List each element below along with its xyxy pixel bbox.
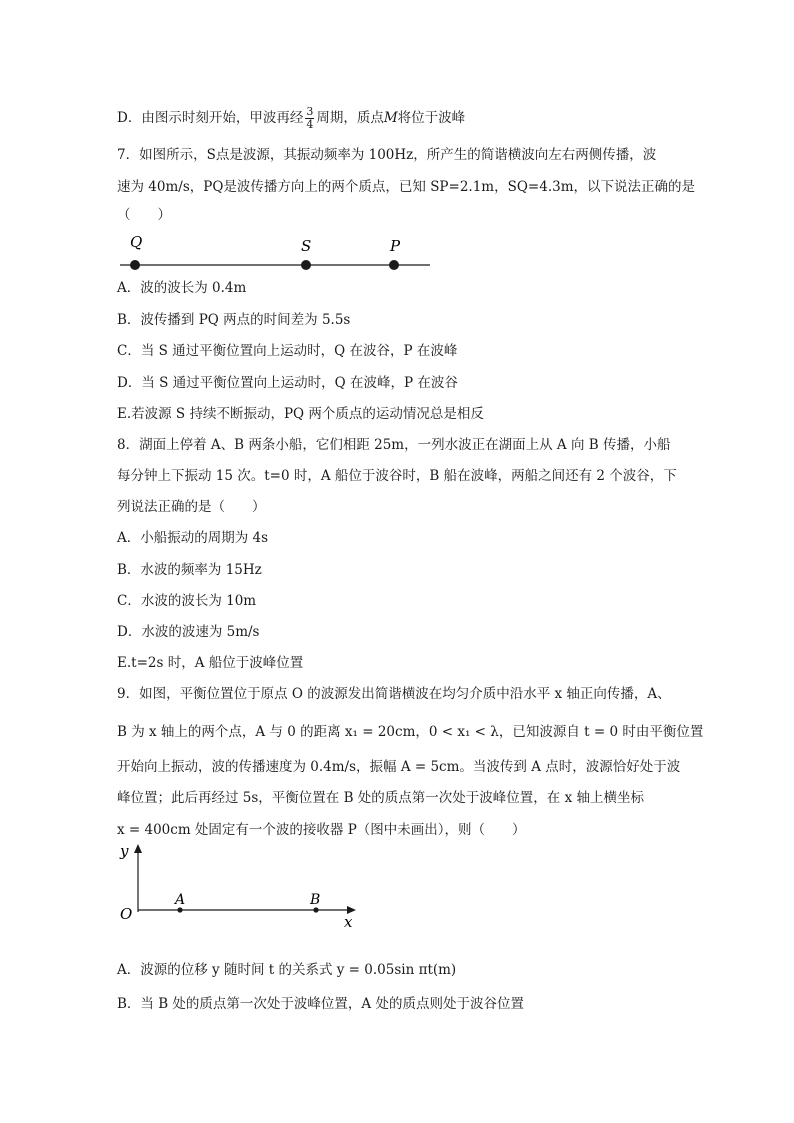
y-axis-arrow-icon xyxy=(134,844,142,853)
q8-option-e: E.t=2s 时，A 船位于波峰位置 xyxy=(117,655,304,671)
q6-d-text-post: 将位于波峰 xyxy=(397,110,466,126)
label-s: S xyxy=(301,237,312,255)
q9-stem-line-4: 峰位置；此后再经过 5s，平衡位置在 B 处的质点第一次处于波峰位置，在 x 轴上横坐标 xyxy=(117,790,645,806)
q7-figure xyxy=(110,228,440,276)
fraction-three-quarters xyxy=(305,106,314,131)
label-x: x xyxy=(344,913,353,930)
label-p: P xyxy=(390,237,401,255)
q7-option-c: C．当 S 通过平衡位置向上运动时，Q 在波谷，P 在波峰 xyxy=(117,343,458,359)
q7-option-e: E.若波源 S 持续不断振动，PQ 两个质点的运动情况总是相反 xyxy=(117,406,484,422)
q8-stem-line-1: 8．湖面上停着 A、B 两条小船，它们相距 25m，一列水波正在湖面上从 A 向 B 传播，小船 xyxy=(117,437,671,453)
label-q: Q xyxy=(130,233,143,251)
q9-option-b: B．当 B 处的质点第一次处于波峰位置，A 处的质点则处于波谷位置 xyxy=(117,996,524,1012)
fraction-denominator: 4 xyxy=(306,118,314,131)
q8-option-c: C．水波的波长为 10m xyxy=(117,593,257,609)
q7-stem-line-2: 速为 40m/s，PQ是波传播方向上的两个质点，已知 SP=2.1m，SQ=4.3m，以下说法正确的是 xyxy=(117,179,696,195)
q8-option-b: B．水波的频率为 15Hz xyxy=(117,562,262,578)
label-origin-o: O xyxy=(120,905,133,923)
q9-stem-line-1: 9．如图，平衡位置位于原点 O 的波源发出简谐横波在均匀介质中沿水平 x 轴正向传播，A、 xyxy=(117,686,671,702)
q7-stem-line-1: 7．如图所示，S点是波源，其振动频率为 100Hz，所产生的简谐横波向左右两侧传播，波 xyxy=(117,147,657,163)
q9-stem-line-5: x = 400cm 处固定有一个波的接收器 P（图中未画出），则（ ） xyxy=(117,822,526,838)
label-b: B xyxy=(310,892,321,908)
q7-option-b: B．波传播到 PQ 两点的时间差为 5.5s xyxy=(117,312,351,328)
point-a xyxy=(177,907,182,912)
q7-stem-line-3: （ ） xyxy=(117,207,171,223)
q8-option-a: A．小船振动的周期为 4s xyxy=(117,530,269,546)
q9-option-a: A．波源的位移 y 随时间 t 的关系式 y = 0.05sin πt(m) xyxy=(117,962,457,978)
q6-option-d xyxy=(117,106,465,131)
q7-option-a: A．波的波长为 0.4m xyxy=(117,280,247,296)
label-a: A xyxy=(175,892,186,908)
q8-stem-line-2: 每分钟上下振动 15 次。t=0 时，A 船位于波谷时，B 船在波峰，两船之间还有 2 个波谷，下 xyxy=(117,468,677,484)
fraction-numerator: 3 xyxy=(306,105,314,118)
label-y: y xyxy=(120,842,129,860)
point-b xyxy=(313,907,318,912)
point-q xyxy=(130,260,140,270)
point-s xyxy=(301,260,311,270)
q6-d-var-m: M xyxy=(383,110,398,126)
q8-option-d: D．水波的波速为 5m/s xyxy=(117,624,260,640)
q8-stem-line-3: 列说法正确的是（ ） xyxy=(117,499,266,515)
point-p xyxy=(389,260,399,270)
q9-stem-line-2: B 为 x 轴上的两个点，A 与 0 的距离 x₁ = 20cm，0 < x₁ < λ，已知波源自 t = 0 时由平衡位置 xyxy=(117,724,704,740)
q7-option-d: D．当 S 通过平衡位置向上运动时，Q 在波峰，P 在波谷 xyxy=(117,375,458,391)
q6-d-text-mid: 周期，质点 xyxy=(316,110,384,126)
q9-stem-line-3: 开始向上振动，波的传播速度为 0.4m/s，振幅 A = 5cm。当波传到 A 点时，波源恰好处于波 xyxy=(117,759,681,775)
q6-d-text-pre: D．由图示时刻开始，甲波再经 xyxy=(117,110,304,126)
q9-figure xyxy=(112,840,372,930)
